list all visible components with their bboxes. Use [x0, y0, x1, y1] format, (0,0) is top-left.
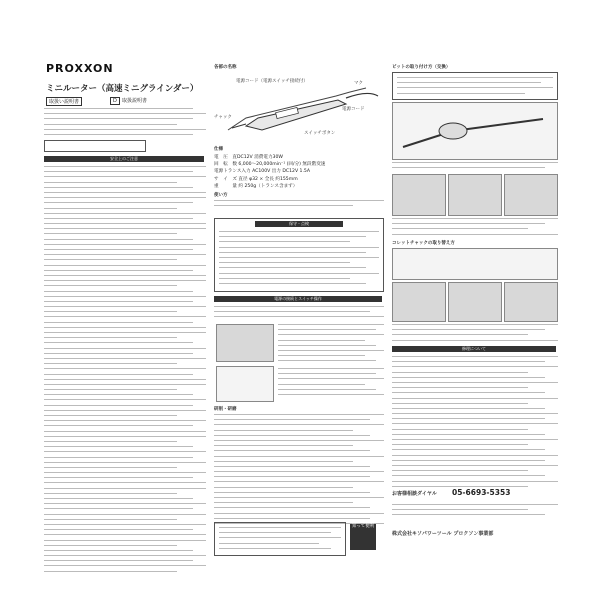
- contact-label: お客様相談ダイヤル: [392, 491, 437, 497]
- label-chuck: チャック: [214, 115, 232, 120]
- adapter-notes: [278, 324, 384, 366]
- spec-line: 電 圧 直DC12V 消費電力30W: [214, 155, 283, 160]
- mounting-figure-4: [504, 174, 558, 216]
- tip-box: [214, 522, 346, 556]
- column-left: [44, 60, 206, 558]
- column-middle: [214, 60, 384, 558]
- model-subtitle: 取扱説明書: [122, 98, 148, 104]
- spec-line: サ イ ズ 直径 φ32 × 全長 約155mm: [214, 176, 298, 182]
- section-repair: 修理について: [392, 346, 556, 352]
- mounting-figure-3: [448, 174, 502, 216]
- mounting-text: [392, 162, 558, 172]
- mounting-warning: [392, 72, 558, 100]
- grinding-text: [214, 414, 384, 528]
- collet-figure: [392, 248, 558, 280]
- switch-notes: [278, 368, 384, 399]
- usage-text-block: [214, 200, 384, 210]
- label-power: 電源コード: [342, 107, 365, 112]
- contact-text: [392, 504, 558, 520]
- bit-insert-illustration: [393, 103, 557, 159]
- collet-heading: コレットチャックの取り替え方: [392, 241, 455, 246]
- tip-badge: 知って便利: [350, 524, 376, 550]
- contact-phone: 05-6693-5353: [452, 488, 511, 497]
- mounting-figure-2: [392, 174, 446, 216]
- spec-line: 回 転 数 6,000〜20,000min⁻¹ (回/分) 無段階変速: [214, 162, 326, 168]
- warning-text: [219, 231, 379, 288]
- spec-line: 重 量 約 250g（トランス含まず）: [214, 183, 298, 189]
- parts-heading: 各部の名称: [214, 65, 237, 70]
- manual-label: 取扱い説明書: [46, 97, 82, 106]
- mounting-figure-1: [392, 102, 558, 160]
- collet-step-1: [392, 282, 446, 322]
- cautions-text-block: [44, 166, 206, 576]
- label-cord: 電源コード（電源スイッチ接続付）: [236, 79, 308, 84]
- instruction-sheet: [44, 60, 558, 558]
- specs-list: [214, 154, 379, 190]
- mounting-steps: [392, 218, 558, 239]
- specs-heading: 仕様: [214, 147, 223, 152]
- note-box: [44, 140, 146, 152]
- section-cautions: 安全上のご注意: [44, 156, 204, 162]
- label-nut: マク: [354, 81, 363, 86]
- model-number: D: [110, 97, 120, 105]
- maintenance-heading: 保守・点検: [255, 221, 343, 227]
- usage-heading: 使い方: [214, 193, 228, 198]
- label-switch: スイッチボタン: [304, 131, 336, 136]
- collet-step-2: [448, 282, 502, 322]
- brand-logo: PROXXON: [46, 62, 114, 75]
- adapter-figure: [216, 324, 274, 362]
- spec-line: 電源トランス入力 AC100V 出力 DC12V 1.5A: [214, 169, 311, 175]
- adapter-text: [214, 306, 384, 322]
- mounting-heading: ビットの取り付け方（交換）: [392, 65, 451, 70]
- section-adapter: 電源の接続とスイッチ操作: [214, 296, 382, 302]
- collet-step-3: [504, 282, 558, 322]
- switch-figure: [216, 366, 274, 402]
- intro-text-block: [44, 108, 206, 139]
- product-title: ミニルーター（高速ミニグラインダー）: [46, 84, 199, 94]
- warning-box: [214, 218, 384, 292]
- repair-text: [392, 356, 558, 491]
- contact-company: 株式会社キソパワーツール プロクソン事業部: [392, 531, 494, 537]
- collet-text: [392, 324, 558, 345]
- grinding-heading: 研削・研磨: [214, 407, 237, 412]
- column-right: [392, 60, 558, 558]
- tip-text: [219, 527, 341, 553]
